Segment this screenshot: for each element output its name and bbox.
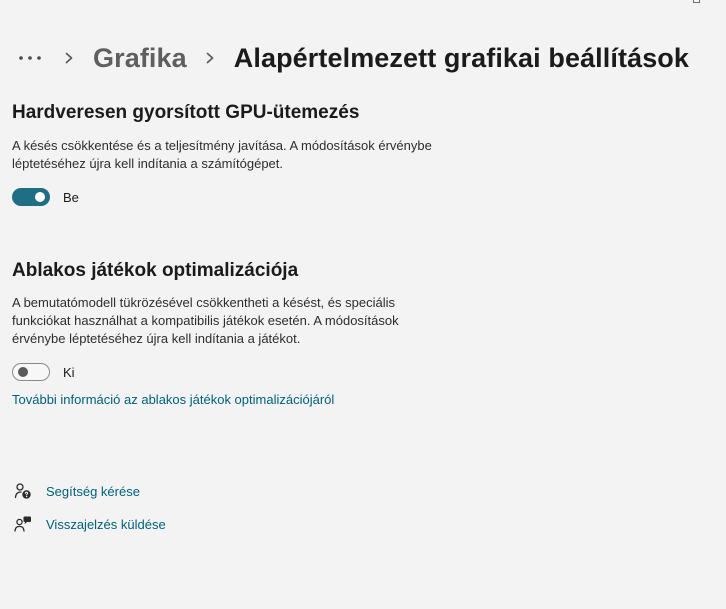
gpu-scheduling-toggle-row	[12, 185, 482, 209]
windowed-games-toggle[interactable]	[12, 363, 50, 381]
windowed-games-more-info-link[interactable]: További információ az ablakos játékok optimalizációjáról	[12, 392, 335, 407]
windowed-games-description-line1: A bemutatómodell tükrözésével csökkentheti a késést, és speciális	[12, 295, 395, 310]
chevron-right-icon	[203, 51, 217, 65]
get-help-label: Segítség kérése	[46, 483, 140, 499]
breadcrumb	[16, 40, 689, 76]
window-corner-control	[693, 0, 700, 3]
send-feedback-link[interactable]	[14, 515, 166, 533]
page-title: Alapértelmezett grafikai beállítások	[233, 42, 690, 73]
toggle-knob	[35, 192, 45, 202]
windowed-games-toggle-state: Ki	[63, 364, 75, 380]
gpu-scheduling-section	[12, 102, 482, 209]
windowed-games-toggle-row	[12, 360, 482, 384]
windowed-games-description-line2: funkciókat használhat a kompatibilis játékok esetén. A módosítások	[12, 313, 399, 328]
windowed-games-description-line3: érvénybe léptetéséhez újra kell indítania a játékot.	[12, 331, 301, 346]
gpu-scheduling-title: Hardveresen gyorsított GPU-ütemezés	[12, 102, 360, 123]
toggle-knob	[18, 367, 28, 377]
gpu-scheduling-toggle[interactable]	[12, 188, 50, 206]
chevron-right-icon	[62, 51, 76, 65]
gpu-scheduling-description-line2: léptetéséhez újra kell indítania a számítógépet.	[12, 156, 284, 171]
breadcrumb-parent-link[interactable]: Grafika	[93, 42, 187, 73]
send-feedback-label: Visszajelzés küldése	[46, 516, 166, 532]
help-person-icon	[14, 482, 32, 500]
gpu-scheduling-toggle-state: Be	[63, 189, 79, 205]
windowed-games-title: Ablakos játékok optimalizációja	[12, 260, 299, 281]
windowed-games-section	[12, 260, 482, 409]
gpu-scheduling-description-line1: A késés csökkentése és a teljesítmény javítása. A módosítások érvénybe	[12, 138, 432, 153]
get-help-link[interactable]	[14, 482, 140, 500]
breadcrumb-more-button[interactable]	[16, 44, 44, 72]
feedback-person-icon	[14, 515, 32, 533]
more-horizontal-icon	[18, 55, 42, 61]
